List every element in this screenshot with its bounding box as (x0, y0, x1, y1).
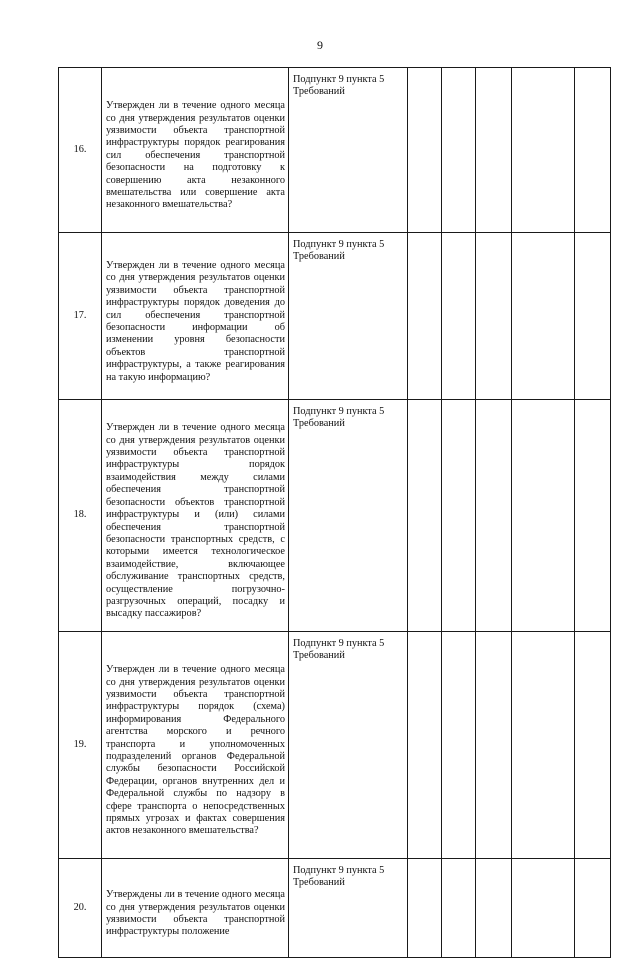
extra-cell[interactable] (575, 632, 611, 859)
question-cell (102, 233, 289, 400)
row-number: 18. (59, 400, 102, 632)
question-text: Утверждены ли в течение одного месяца со дня утверждения результатов оценки уязвимости объекта транспортной инфраструктуры положение (106, 889, 285, 938)
answer-yes-cell[interactable] (408, 400, 442, 632)
question-text: Утвержден ли в течение одного месяца со дня утверждения результатов оценки уязвимости объекта транспортной инфраструктуры порядок (схема) информирования Федерального агентства морского и речного транспорта и уполномоченных подразделений органов Федеральной службы безопасности Российской Федерации, органов внутренних дел и Федеральной службы по надзору в сфере транспорта о непосредственных прямых угрозах и фактах совершения актов незаконного вмешательства? (106, 664, 285, 837)
answer-yes-cell[interactable] (408, 68, 442, 233)
question-text: Утвержден ли в течение одного месяца со дня утверждения результатов оценки уязвимости объекта транспортной инфраструктуры порядок реагирования сил обеспечения транспортной безопасности на подготовку к совершению акта незаконного вмешательства или совершение акта незаконного вмешательства? (106, 100, 285, 211)
question-cell (102, 859, 289, 958)
row-number: 17. (59, 233, 102, 400)
table-row (59, 400, 611, 632)
notes-cell[interactable] (512, 632, 575, 859)
answer-not-applicable-cell[interactable] (476, 68, 512, 233)
question-cell (102, 68, 289, 233)
answer-not-applicable-cell[interactable] (476, 400, 512, 632)
answer-yes-cell[interactable] (408, 632, 442, 859)
answer-no-cell[interactable] (442, 859, 476, 958)
question-text: Утвержден ли в течение одного месяца со дня утверждения результатов оценки уязвимости объекта транспортной инфраструктуры порядок доведения до сил обеспечения транспортной безопасности информации об изменении уровня безопасности объектов транспортной инфраструктуры, а также реагирования на такую информацию? (106, 259, 285, 383)
answer-no-cell[interactable] (442, 632, 476, 859)
table-row (59, 859, 611, 958)
requirement-reference: Подпункт 9 пункта 5 Требований (289, 400, 408, 632)
requirement-reference: Подпункт 9 пункта 5 Требований (289, 68, 408, 233)
requirement-reference: Подпункт 9 пункта 5 Требований (289, 233, 408, 400)
answer-not-applicable-cell[interactable] (476, 233, 512, 400)
notes-cell[interactable] (512, 400, 575, 632)
notes-cell[interactable] (512, 233, 575, 400)
extra-cell[interactable] (575, 233, 611, 400)
table-row (59, 233, 611, 400)
extra-cell[interactable] (575, 68, 611, 233)
notes-cell[interactable] (512, 68, 575, 233)
answer-yes-cell[interactable] (408, 233, 442, 400)
table-row (59, 68, 611, 233)
question-cell (102, 632, 289, 859)
answer-not-applicable-cell[interactable] (476, 632, 512, 859)
answer-not-applicable-cell[interactable] (476, 859, 512, 958)
extra-cell[interactable] (575, 400, 611, 632)
page-number: 9 (317, 38, 323, 52)
notes-cell[interactable] (512, 859, 575, 958)
row-number: 20. (59, 859, 102, 958)
row-number: 16. (59, 68, 102, 233)
question-text: Утвержден ли в течение одного месяца со дня утверждения результатов оценки уязвимости объекта транспортной инфраструктуры порядок взаимодействия между силами обеспечения транспортной безопасности объектов транспортной инфраструктуры и (или) силами обеспечения транспортной безопасности транспортных средств, с которыми имеется технологическое взаимодействие, включающее обслуживание транспортных средств, осуществление погрузочно-разгрузочных операций, посадку и высадку пассажиров? (106, 422, 285, 620)
row-number: 19. (59, 632, 102, 859)
answer-no-cell[interactable] (442, 233, 476, 400)
table-row (59, 632, 611, 859)
answer-no-cell[interactable] (442, 400, 476, 632)
answer-no-cell[interactable] (442, 68, 476, 233)
extra-cell[interactable] (575, 859, 611, 958)
requirement-reference: Подпункт 9 пункта 5 Требований (289, 859, 408, 958)
question-cell (102, 400, 289, 632)
answer-yes-cell[interactable] (408, 859, 442, 958)
requirement-reference: Подпункт 9 пункта 5 Требований (289, 632, 408, 859)
checklist-table (58, 67, 611, 958)
